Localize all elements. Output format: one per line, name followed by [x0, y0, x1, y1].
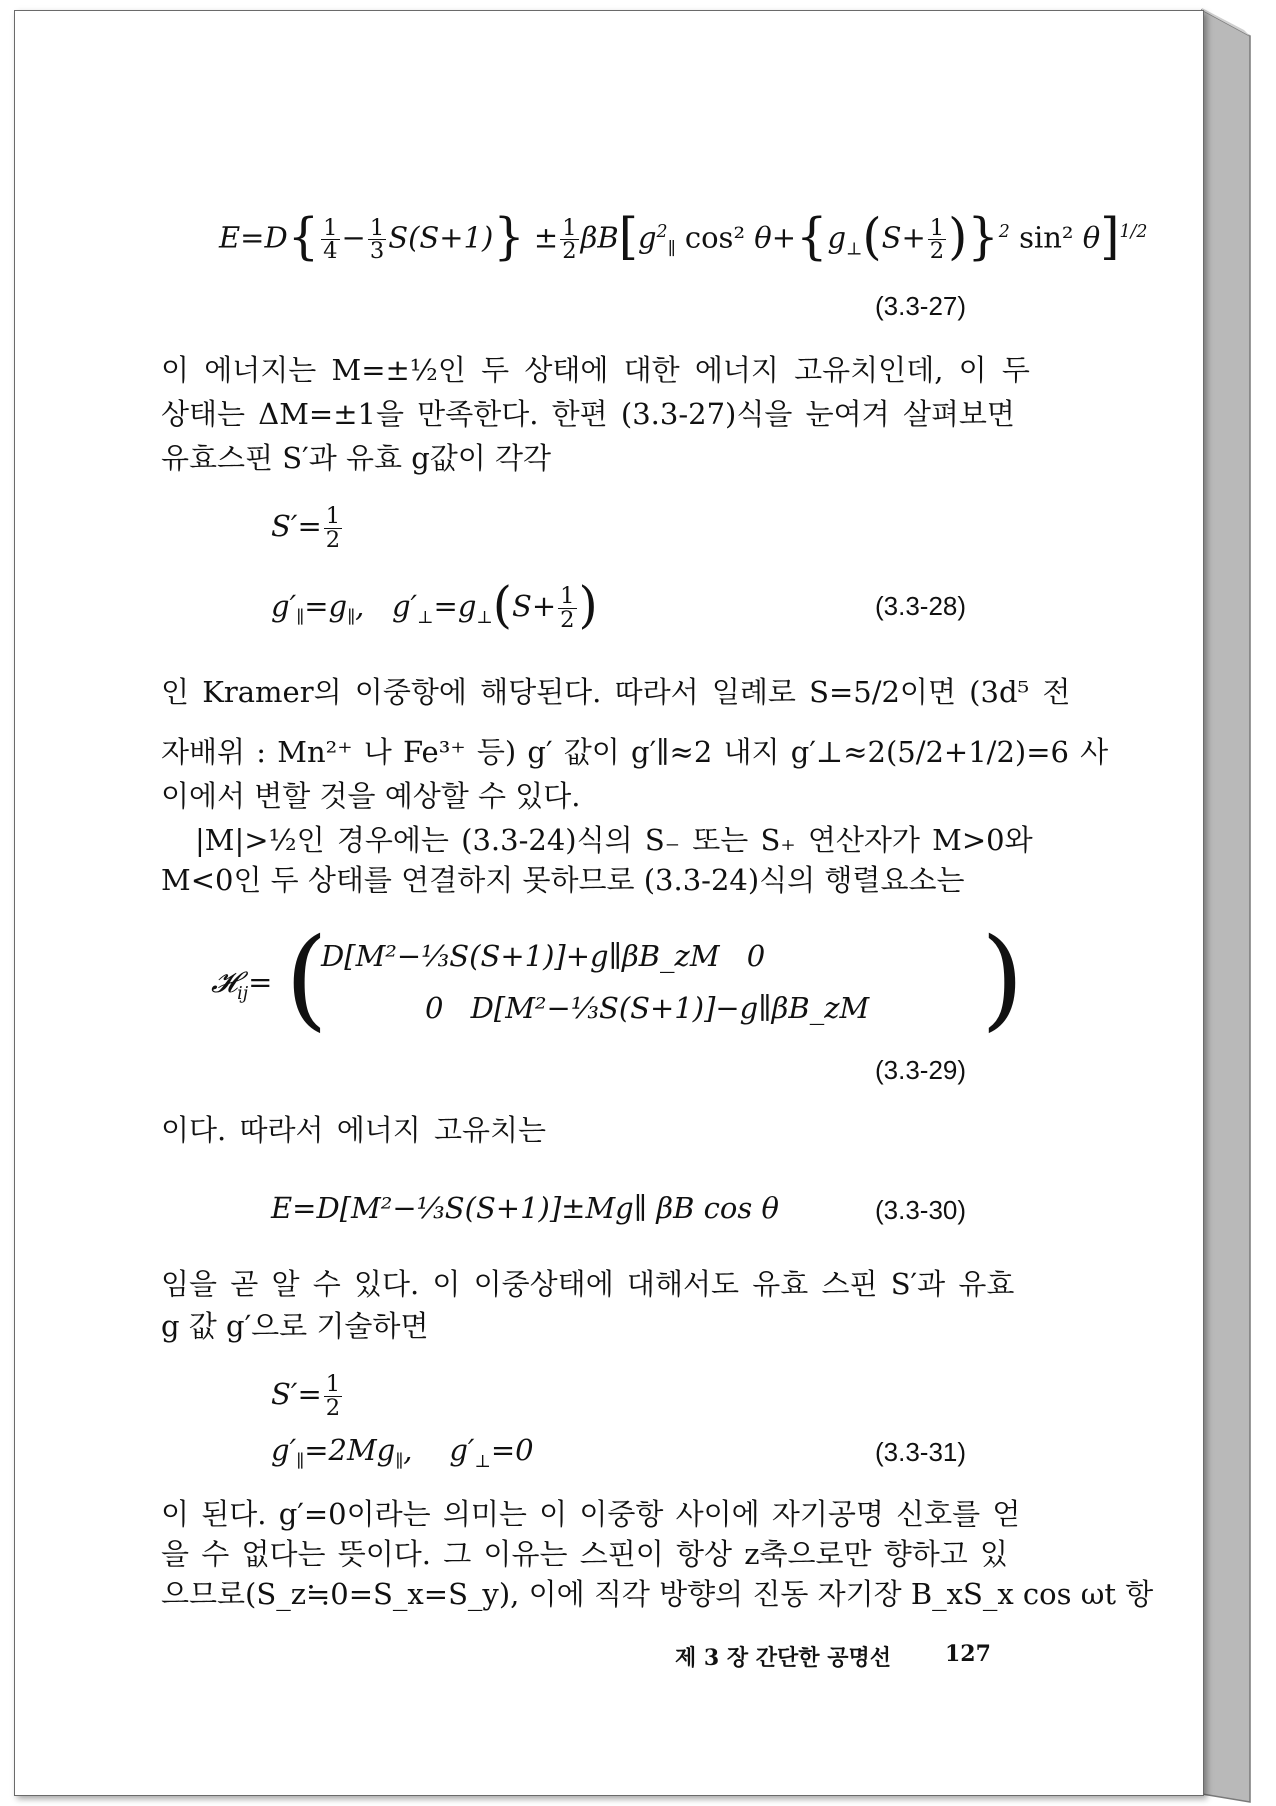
- equation-3-3-29-lhs: 𝓗$_{ij}$=: [211, 965, 273, 1004]
- book-spine-side: [1202, 10, 1250, 1802]
- paragraph-3-line-2: M<0인 두 상태를 연결하지 못하므로 (3.3-24)식의 행렬요소는: [161, 863, 965, 897]
- equation-number-28: (3.3-28): [875, 591, 967, 621]
- equation-3-3-31a: S′= $\frac{1}{2}$: [271, 1371, 341, 1421]
- paragraph-5-line-2: g 값 g′으로 기술하면: [161, 1309, 429, 1343]
- equation-number-31: (3.3-31): [875, 1437, 967, 1467]
- matrix-right-paren: ): [981, 914, 1024, 1042]
- equation-3-3-28a: S′= $\frac{1}{2}$: [271, 503, 341, 553]
- paragraph-2-line-3: 이에서 변할 것을 예상할 수 있다.: [161, 779, 581, 813]
- paragraph-1-line-1: 이 에너지는 M=±½인 두 상태에 대한 에너지 고유치인데, 이 두: [161, 353, 1030, 387]
- paragraph-2-line-2: 자배위 : Mn²⁺ 나 Fe³⁺ 등) g′ 값이 g′∥≈2 내지 g′⊥≈2(5/2+1/2)=6 사: [161, 735, 1109, 769]
- equation-3-3-27: E=D{ $\frac{1}{4}$ − $\frac{1}{3}$ S(S+1)} ± $\frac{1}{2}$ $\beta B[g^2_\parallel$ cos² $\theta+\{g_\perp(S+$ $\frac{1}{2}$ )}$^2$ sin² θ]$^{1/2}$: [219, 207, 1148, 266]
- paragraph-6-line-1: 이 된다. g′=0이라는 의미는 이 이중항 사이에 자기공명 신호를 얻: [161, 1497, 1021, 1531]
- equation-3-3-31b: $g'_\parallel=2Mg_\parallel$, $g'_\perp=0$: [271, 1433, 534, 1472]
- paragraph-5-line-1: 임을 곧 알 수 있다. 이 이중상태에 대해서도 유효 스핀 S′과 유효: [161, 1267, 1015, 1301]
- paragraph-1-line-2: 상태는 ΔM=±1을 만족한다. 한편 (3.3-27)식을 눈여겨 살펴보면: [161, 397, 1015, 431]
- paragraph-3-line-1: |M|>½인 경우에는 (3.3-24)식의 S₋ 또는 S₊ 연산자가 M>0와: [195, 823, 1033, 857]
- paragraph-6-line-2: 을 수 없다는 뜻이다. 그 이유는 스핀이 항상 z축으로만 향하고 있: [161, 1537, 1009, 1571]
- document-page: [14, 10, 1204, 1796]
- equation-3-3-29-row-1: D[M²−⅓S(S+1)]+g∥βB_zM 0: [321, 939, 766, 973]
- equation-number-27: (3.3-27): [875, 291, 967, 321]
- paragraph-1-line-3: 유효스핀 S′과 유효 g값이 각각: [161, 441, 552, 475]
- footer-chapter-title: 제 3 장 간단한 공명선: [675, 1645, 891, 1671]
- footer-page-number: 127: [945, 1641, 991, 1667]
- paragraph-2-line-1: 인 Kramer의 이중항에 해당된다. 따라서 일례로 S=5/2이면 (3d⁵ 전: [161, 675, 1071, 709]
- matrix-left-paren: (: [285, 914, 328, 1042]
- equation-number-30: (3.3-30): [875, 1195, 967, 1225]
- equation-number-29: (3.3-29): [875, 1055, 967, 1085]
- equation-3-3-28b: $g'_\parallel=g_\parallel$, $g'_\perp=g_\perp(S+$ $\frac{1}{2}$ ): [271, 576, 598, 635]
- paragraph-4-line-1: 이다. 따라서 에너지 고유치는: [161, 1113, 547, 1147]
- paragraph-6-line-3: 으므로(S_z≒0=S_x=S_y), 이에 직각 방향의 진동 자기장 B_xS_x cos ωt 항: [161, 1577, 1154, 1611]
- equation-3-3-29-row-2: 0 D[M²−⅓S(S+1)]−g∥βB_zM: [425, 991, 870, 1025]
- equation-3-3-30: E=D[M²−⅓S(S+1)]±Mg∥ βB cos θ: [271, 1191, 779, 1225]
